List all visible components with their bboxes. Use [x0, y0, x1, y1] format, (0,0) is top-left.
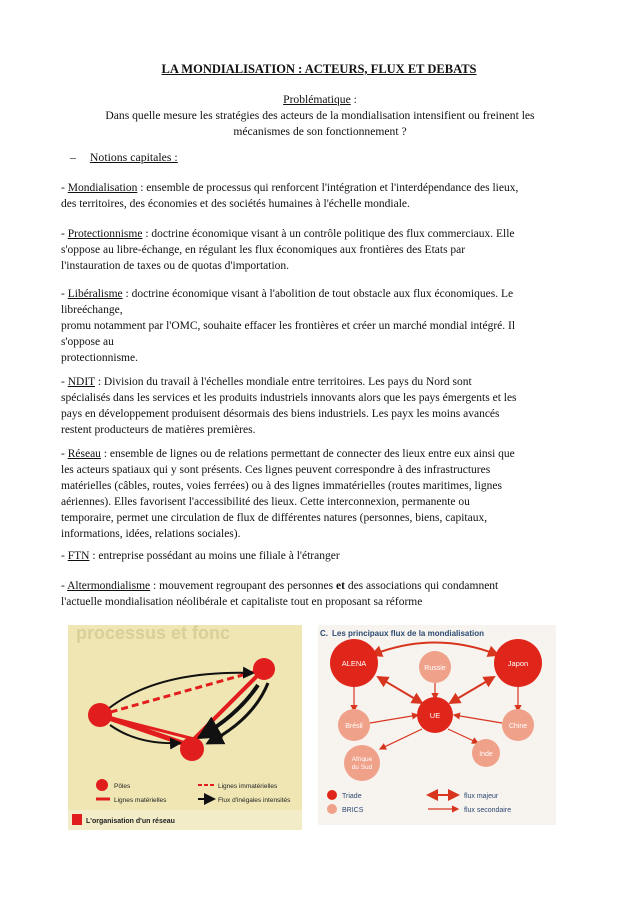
flow-arrow: [208, 683, 268, 743]
label-alena: ALENA: [341, 659, 367, 668]
definition-altermondialisme: [61, 578, 581, 610]
term-altermondialisme: Altermondialisme: [67, 580, 151, 592]
definition-text: les acteurs spatiaux qui y sont présents. Ces lignes peuvent correspondre à des infrastructures: [61, 464, 491, 476]
term-protectionnisme: Protectionnisme: [67, 228, 143, 240]
definition-text: des territoires, des économies et des sociétés humaines à l'échelle mondiale.: [61, 198, 410, 210]
pole-marker: [180, 737, 204, 761]
legend-flux-majeur: flux majeur: [464, 793, 499, 800]
definition-text: l'instauration de taxes ou de quotas d'importation.: [61, 260, 290, 272]
legend-brics: BRICS: [342, 807, 364, 814]
figure-caption: L'organisation d'un réseau: [86, 818, 175, 825]
notions-heading: [70, 150, 178, 165]
definition-text: : doctrine économique visant à un contrôle politique des flux commerciaux. Elle: [142, 228, 515, 240]
definition-text: des associations qui condamnent: [344, 580, 499, 592]
figure-letter: C.: [320, 629, 328, 638]
definition-text: : Division du travail à l'échelles mondiale entre territoires. Les pays du Nord sont: [94, 376, 472, 388]
definition-protectionnisme: [61, 226, 581, 274]
definition-text: temporaire, permet une circulation de flux de différentes natures (personnes, biens, capitaux,: [61, 512, 488, 524]
definition-text: restent producteurs de matières premières.: [61, 424, 256, 436]
legend-material: Lignes matérielles: [114, 797, 167, 804]
label-inde: Inde: [479, 751, 493, 758]
definition-ftn: [61, 548, 581, 564]
legend-pole-icon: [96, 779, 108, 791]
definition-text: informations, idées, relations sociales).: [61, 528, 241, 540]
flows-figure: [318, 625, 556, 825]
definition-text: l'actuelle mondialisation néolibérale et capitaliste tout en proposant sa réforme: [61, 596, 423, 608]
definition-text: : ensemble de lignes ou de relations permettant de connecter des lieux entre eux ainsi que: [100, 448, 515, 460]
label-chine: Chine: [508, 723, 528, 730]
definition-text: s'oppose au libre-échange, en régulant les flux économiques aux frontières des Etats par: [61, 244, 466, 256]
network-organisation-figure: [68, 625, 302, 830]
definition-text: : entreprise possédant au moins une filiale à l'étranger: [89, 550, 340, 562]
term-ftn: FTN: [67, 550, 90, 562]
legend-triade-icon: [327, 790, 337, 800]
definition-text: : ensemble de processus qui renforcent l'intégration et l'interdépendance des lieux,: [137, 182, 519, 194]
pole-marker: [253, 658, 275, 680]
flows-diagram: [318, 625, 556, 825]
legend-triade: Triade: [342, 793, 362, 800]
notions-dash: –: [70, 150, 76, 164]
figure-title: Les principaux flux de la mondialisation: [332, 629, 485, 638]
problematique-label: Problématique: [283, 93, 351, 106]
label-russie: Russie: [424, 665, 446, 672]
definition-text: libreéchange,: [61, 304, 123, 316]
notions-label: Notions capitales :: [89, 150, 178, 164]
definition-prefix: -: [61, 448, 68, 460]
definition-text: aériennes). Elles favorisent l'accessibilité des lieux. Cette interconnexion, permanente ou: [61, 496, 470, 508]
definition-prefix: -: [61, 580, 68, 592]
definition-prefix: -: [61, 376, 68, 388]
problematique: [60, 92, 580, 140]
definition-text: pays en développement produisent désormais des biens industriels. Les payx les moins avancés: [61, 408, 500, 420]
definition-mondialisation: [61, 180, 581, 212]
legend-immaterial: Lignes immatérielles: [218, 783, 278, 790]
network-diagram: [68, 625, 302, 830]
definition-text: : mouvement regroupant des personnes: [150, 580, 336, 592]
term-reseau: Réseau: [67, 448, 101, 460]
label-bresil: Brésil: [345, 723, 363, 730]
definition-text: spécialisés dans les services et les produits industriels innovants alors que les pays émergents et les: [61, 392, 517, 404]
legend-brics-icon: [327, 804, 337, 814]
label-afrique: Afrique: [351, 756, 373, 763]
term-mondialisation: Mondialisation: [67, 182, 138, 194]
pole-marker: [88, 703, 112, 727]
legend-poles: Pôles: [114, 783, 131, 790]
definition-prefix: -: [61, 288, 68, 300]
definition-text: s'oppose au: [61, 336, 114, 348]
node-afrique-du-sud: [344, 745, 380, 781]
definition-ndit: [61, 374, 581, 438]
definition-text: matérielles (câbles, routes, voies ferrées) ou à des lignes immatérielles (routes maritimes, lignes: [61, 480, 503, 492]
definition-liberalisme: [61, 286, 581, 366]
problematique-line-1: Dans quelle mesure les stratégies des acteurs de la mondialisation intensifient ou freinent les: [105, 109, 535, 122]
label-du-sud: du Sud: [351, 764, 373, 771]
label-ue: UE: [429, 711, 441, 720]
definition-text: : doctrine économique visant à l'abolition de tout obstacle aux flux économiques. Le: [122, 288, 514, 300]
definition-prefix: -: [61, 182, 68, 194]
definition-prefix: -: [61, 228, 68, 240]
definition-bold-word: et: [336, 580, 345, 592]
definition-text: promu notamment par l'OMC, souhaite effacer les frontières et créer un marché mondial intégré. Il: [61, 320, 516, 332]
legend-flow: Flux d'inégales intensités: [218, 797, 291, 804]
definition-prefix: -: [61, 550, 68, 562]
definition-text: protectionnisme.: [61, 352, 138, 364]
term-liberalisme: Libéralisme: [67, 288, 123, 300]
page-title: LA MONDIALISATION : ACTEURS, FLUX ET DEBATS: [161, 62, 477, 76]
definition-reseau: [61, 446, 581, 542]
caption-square: [72, 814, 82, 825]
legend-flux-secondaire: flux secondaire: [464, 807, 512, 814]
term-ndit: NDIT: [67, 376, 95, 388]
problematique-line-2: mécanismes de son fonctionnement ?: [233, 125, 407, 138]
label-japon: Japon: [507, 659, 529, 668]
background-watermark-text: processus et fonc: [76, 625, 231, 643]
problematique-colon: :: [350, 93, 357, 106]
